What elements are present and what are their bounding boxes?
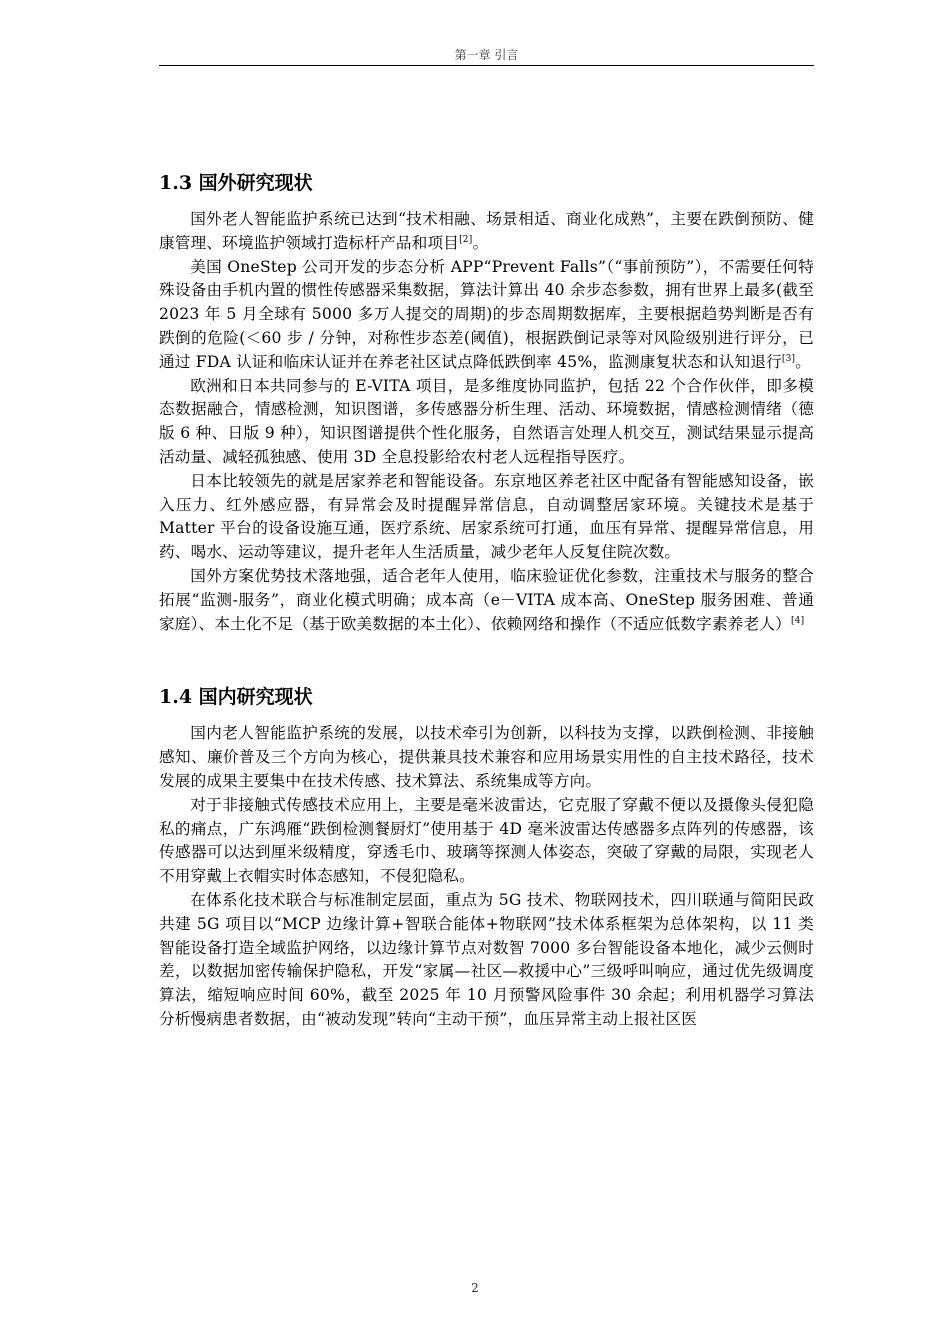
paragraph: 日本比较领先的就是居家养老和智能设备。东京地区养老社区中配备有智能感知设备，嵌入压力、红外感应器，有异常会及时提醒异常信息，自动调整居家环境。关键技术是基于 Matter 平台的设备设施互通，医疗系统、居家系统可打通，血压有异常、提醒异常信息，用药、喝水、运动等建议，提升老年人生活质量，减少老年人反复住院次数。 (159, 471, 814, 562)
citation-ref[interactable]: [4] (790, 615, 805, 626)
paragraph: 美国 OneStep 公司开发的步态分析 APP“Prevent Falls”（“事前预防”），不需要任何特殊设备由手机内置的惯性传感器采集数据，算法计算出 40 余步态参数，拥有世界上最多(截至 2023 年 5 月全球有 5000 多万人提交的周期)的步态周期数据库，主要根据趋势判断是否有跌倒的危险(＜60 步 / 分钟，对称性步态差(阈值)，根据跌倒记录等对风险级别进行评分，已通过 FDA 认证和临床认证并在养老社区试点降低跌倒率 45%，监测康复状态和认知退行[3]。 (159, 257, 814, 371)
section-foreign-research (159, 168, 814, 636)
paragraph: 在体系化技术联合与标准制定层面，重点为 5G 技术、物联网技术，四川联通与简阳民政共建 5G 项目以“MCP 边缘计算+智联合能体+物联网”技术体系框架为总体架构，以 11 类智能设备打造全域监护网络，以边缘计算节点对数智 7000 多台智能设备本地化，减少云侧时差，以数据加密传输保护隐私，开发“家属—社区—救援中心”三级呼叫响应，通过优先级调度算法，缩短响应时间 60%，截至 2025 年 10 月预警风险事件 30 余起；利用机器学习算法分析慢病患者数据，由“被动发现”转向“主动干预”，血压异常主动上报社区医 (159, 890, 814, 1028)
header-divider (159, 65, 814, 66)
page-header: 第一章 引言 (454, 48, 519, 62)
section-domestic-research (159, 682, 814, 1031)
paragraph: 国外方案优势技术落地强，适合老年人使用，临床验证优化参数，注重技术与服务的整合拓展“监测-服务”，商业化模式明确；成本高（e－VITA 成本高、OneStep 服务困难、普通家庭）、本土化不足（基于欧美数据的本土化）、依赖网络和操作（不适应低数字素养老人）[4] (159, 566, 814, 633)
paragraph: 国外老人智能监护系统已达到“技术相融、场景相适、商业化成熟”，主要在跌倒预防、健康管理、环境监护领域打造标杆产品和项目[2]。 (159, 210, 814, 252)
paragraph: 国内老人智能监护系统的发展，以技术牵引为创新，以科技为支撑，以跌倒检测、非接触感知、廉价普及三个方向为核心，提供兼具技术兼容和应用场景实用性的自主技术路径，技术发展的成果主要集中在技术传感、技术算法、系统集成等方向。 (159, 724, 814, 790)
section-heading-1-3: 1.3 国外研究现状 (159, 172, 313, 194)
paragraph: 对于非接触式传感技术应用上，主要是毫米波雷达，它克服了穿戴不便以及摄像头侵犯隐私的痛点，广东鸿雁“跌倒检测餐厨灯”使用基于 4D 毫米波雷达传感器多点阵列的传感器，该传感器可以达到厘米级精度，穿透毛巾、玻璃等探测人体姿态，突破了穿戴的局限，实现老人不用穿戴上衣帽实时体态感知，不侵犯隐私。 (159, 795, 814, 886)
citation-ref[interactable]: [2] (459, 234, 473, 245)
paragraph: 欧洲和日本共同参与的 E-VITA 项目，是多维度协同监护，包括 22 个合作伙伴，即多模态数据融合，情感检测，知识图谱，多传感器分析生理、活动、环境数据，情感检测情绪（德版 6 种、日版 9 种），知识图谱提供个性化服务，自然语言处理人机交互，测试结果显示提高活动量、减轻孤独感、使用 3D 全息投影给农村老人远程指导医疗。 (159, 376, 814, 466)
section-heading-1-4: 1.4 国内研究现状 (159, 686, 313, 709)
citation-ref[interactable]: [3] (781, 353, 796, 364)
page-number: 2 (471, 1281, 479, 1295)
document-body (159, 168, 814, 1078)
